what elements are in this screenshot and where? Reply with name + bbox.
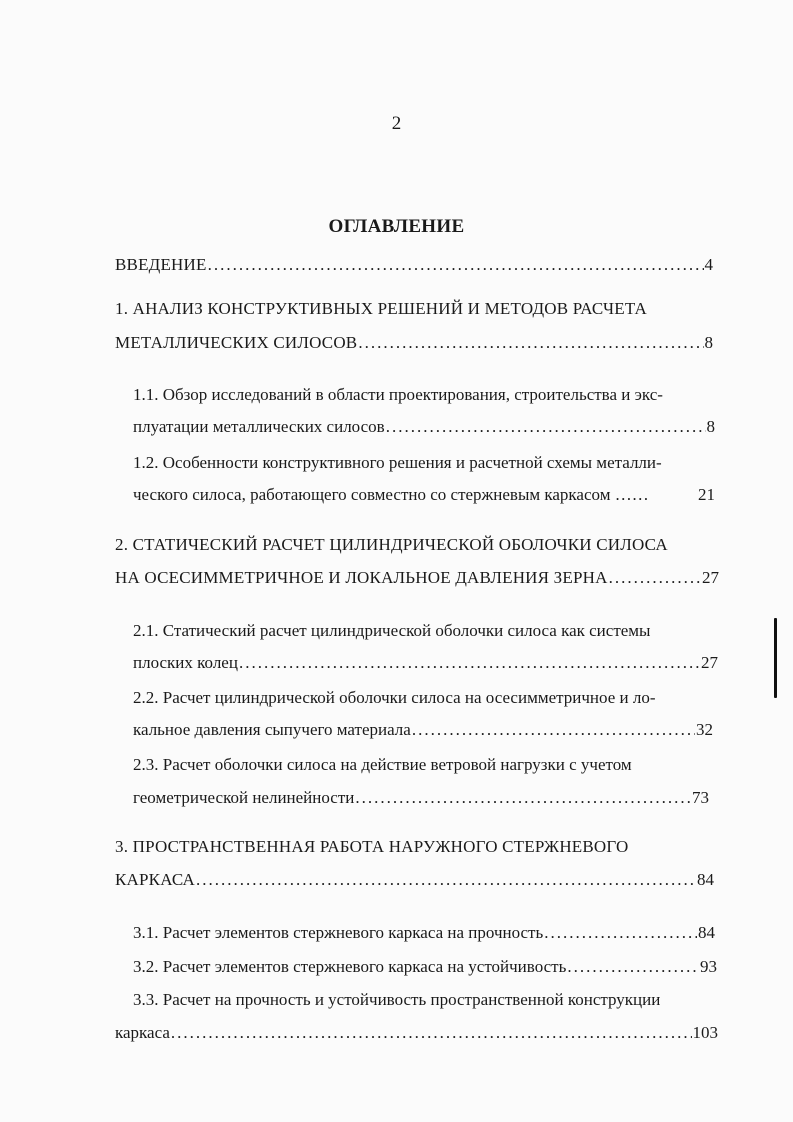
toc-page-ref: 27 [702, 568, 719, 587]
toc-title: ОГЛАВЛЕНИЕ [328, 216, 465, 237]
toc-page-ref: 4 [704, 255, 713, 274]
toc-page-ref: 84 [698, 923, 715, 942]
toc-entry-text: плоских колец [133, 653, 238, 672]
toc-entry-text: КАРКАСА [115, 870, 196, 889]
section-1-2-line1: 1.2. Особенности конструктивного решения и расчетной схемы металли- [133, 453, 662, 472]
toc-entry-section-3-3 [115, 1021, 718, 1045]
toc-entry-text: ческого силоса, работающего совместно со стержневым каркасом …… [133, 485, 649, 504]
toc-entry-text: 3.2. Расчет элементов стержневого каркаса на устойчивость [133, 957, 567, 976]
section-3-3-line1: 3.3. Расчет на прочность и устойчивость пространственной конструкции [133, 990, 661, 1009]
toc-entry-text: кальное давления сыпучего материала [133, 720, 411, 739]
page-number: 2 [391, 113, 402, 134]
dot-leader [412, 718, 695, 742]
toc-entry-section-1-1 [133, 415, 715, 439]
section-2-3-line1: 2.3. Расчет оболочки силоса на действие ветровой нагрузки с учетом [133, 755, 632, 774]
dot-leader [355, 786, 691, 810]
dot-leader [196, 868, 696, 892]
toc-page-ref: 8 [706, 417, 715, 436]
dot-leader [239, 651, 700, 675]
toc-entry-text: НА ОСЕСИММЕТРИЧНОЕ И ЛОКАЛЬНОЕ ДАВЛЕНИЯ ЗЕРНА [115, 568, 608, 587]
toc-entry-section-3-1 [133, 921, 715, 945]
toc-entry-text: каркаса [115, 1023, 170, 1042]
dot-leader [358, 331, 703, 355]
dot-leader [208, 253, 704, 277]
toc-entry-text: геометрической нелинейности [133, 788, 355, 807]
toc-entry-section-2-1 [133, 651, 718, 675]
margin-mark [774, 618, 777, 698]
toc-entry-text: ВВЕДЕНИЕ [115, 255, 207, 274]
toc-page-ref: 93 [700, 957, 717, 976]
toc-entry-section-3-2 [133, 955, 717, 979]
toc-entry-section-2-2 [133, 718, 713, 742]
section-2-2-line1: 2.2. Расчет цилиндрической оболочки силоса на осесимметричное и ло- [133, 688, 656, 707]
toc-entry-text: МЕТАЛЛИЧЕСКИХ СИЛОСОВ [115, 333, 358, 352]
chapter-2-heading-line1: 2. СТАТИЧЕСКИЙ РАСЧЕТ ЦИЛИНДРИЧЕСКОЙ ОБОЛОЧКИ СИЛОСА [115, 535, 668, 554]
section-2-1-line1: 2.1. Статический расчет цилиндрической оболочки силоса как системы [133, 621, 651, 640]
toc-page-ref: 84 [697, 870, 714, 889]
toc-page-ref: 73 [692, 788, 709, 807]
chapter-3-heading-line1: 3. ПРОСТРАНСТВЕННАЯ РАБОТА НАРУЖНОГО СТЕРЖНЕВОГО [115, 837, 629, 856]
chapter-1-heading-line1: 1. АНАЛИЗ КОНСТРУКТИВНЫХ РЕШЕНИЙ И МЕТОДОВ РАСЧЕТА [115, 299, 648, 318]
toc-entry-chapter-1 [115, 331, 713, 355]
dot-leader [171, 1021, 692, 1045]
toc-page-ref: 27 [701, 653, 718, 672]
toc-entry-intro [115, 253, 713, 277]
toc-page-ref: 21 [698, 485, 715, 504]
toc-entry-chapter-2 [115, 566, 719, 590]
dot-leader [567, 955, 699, 979]
toc-page-ref: 8 [704, 333, 713, 352]
toc-page-ref: 32 [696, 720, 713, 739]
dot-leader [544, 921, 697, 945]
toc-entry-section-1-2 [133, 483, 715, 507]
toc-entry-chapter-3 [115, 868, 714, 892]
dot-leader [609, 566, 701, 590]
dot-leader [386, 415, 706, 439]
toc-entry-text: 3.1. Расчет элементов стержневого каркаса на прочность [133, 923, 544, 942]
toc-entry-text: плуатации металлических силосов [133, 417, 385, 436]
section-1-1-line1: 1.1. Обзор исследований в области проектирования, строительства и экс- [133, 385, 663, 404]
toc-entry-section-2-3 [133, 786, 709, 810]
toc-page-ref: 103 [692, 1023, 718, 1042]
